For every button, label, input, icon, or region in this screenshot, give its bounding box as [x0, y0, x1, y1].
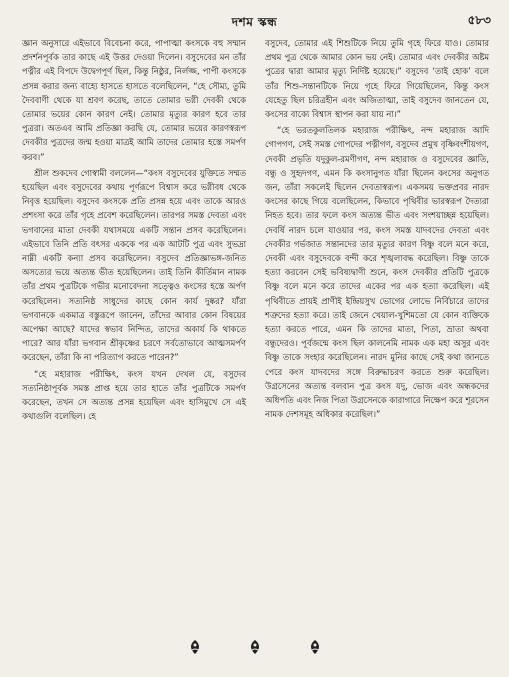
- page-number: ৫৮৩: [467, 13, 491, 27]
- paragraph: শ্রীল শুকদেব গোস্বামী বললেন—“কংস বসুদেবের যুক্তিতে সম্মত হয়েছিল এবং বসুদেবের কথায় পূর্ণরূপে বিশ্বাস করে ভগ্নীবধ থেকে নিবৃত্ত হয়েছিল। বসুদেব কংসকে প্রতি প্রসন্ন হয়ে এবং তাকে আরও প্রশংসা করে তাঁর গৃহে প্রবেশ করেছিলেন। তারপর সমস্ত দেবতা এবং ভগবানের মাতা দেবকী যথাসময়ে একটি সন্তান প্রসব করেছিলেন। এইভাবে তিনি প্রতি বৎসর এককে পর এক আটটি পুত্র এবং সুভদ্রা নাম্নী একটি কন্যা প্রসব করেছিলেন। বসুদেব প্রতিজ্ঞাভঙ্গ-জনিত অসত্যের ভয়ে অত্যন্ত ভীত হয়েছিলেন। তাই তিনি কীর্তিমান নামক তাঁর প্রথম পুত্রটিকে গভীর মনোবেদনা সত্ত্বেও কংসের হস্তে অর্পণ করেছিলেন। সত্যনিষ্ঠ সাধুদের কাছে কোন কার্য দুষ্কর? যাঁরা ভগবানকে একমাত্র বস্তুরূপে জানেন, তাঁদের আবার কোন বিষয়ের অপেক্ষা আছে? যাদের স্বভাব নিন্দিত, তাদের অকার্য কি থাকতে পারে? আর যাঁরা ভগবান শ্রীকৃষ্ণের চরণে সর্বতোভাবে আত্মসমর্পণ করেছেন, তাঁরা কি না পরিত্যাগ করতে পারেন?”: [22, 167, 246, 363]
- right-column: [265, 36, 489, 423]
- paragraph: জ্ঞান অনুসারে এইভাবে বিবেচনা করে, পাপাত্মা কংসকে বহু সম্মান প্রদর্শনপূর্বক তার কাছে এই উত্তর দেওয়া দিলেন। বসুদেবের মন তাঁর পত্নীর এই বিপদে উদ্বেগপূর্ণ ছিল, কিন্তু নিষ্ঠুর, নির্লজ্জ, পাপী কংসকে প্রসন্ন করার জন্য বাহ্যে হাসতে হাসতে বলেছিলেন, “হে সৌম্য, তুমি দৈববাণী থেকে যা শ্রবণ করেছ, তাতে তোমার ভগ্নী দেবকী থেকে তোমার ভয়ের কোন কারণ নেই। তোমার মৃত্যুর কারণ হবে তার পুত্ররা। অতএব আমি প্রতিজ্ঞা করছি যে, তোমার ভয়ের কারণস্বরূপ দেবকীর পুত্রদের জন্ম হওয়া মাত্রই আমি তাদের তোমার হস্তে সমর্পণ করব।”: [22, 38, 246, 162]
- chapter-header: দশম স্কন্ধ: [231, 15, 278, 29]
- paragraph: বসুদেব, তোমার এই শিশুটিকে নিয়ে তুমি গৃহে ফিরে যাও। তোমার প্রথম পুত্র থেকে আমার কোন ভয় নেই। তোমার এবং দেবকীর অষ্টম পুত্রের দ্বারা আমার মৃত্যু নির্দিষ্ট হয়েছে।” বসুদেব ‘তাই হোক’ বলে তাঁর শিশু-সন্তানটিকে নিয়ে গৃহে ফিরে গিয়েছিলেন, কিন্তু কংস যেহেতু ছিল চরিত্রহীন এবং অজিতাত্মা, তাই বসুদেব জানতেন যে, কংসের বাক্যে বিশ্বাস স্থাপন করা যায় না।”: [265, 38, 489, 120]
- paragraph: “হে মহারাজ পরীক্ষিৎ, কংস যখন দেখল যে, বসুদেব সত্যনিষ্ঠাপূর্বক সমস্ত প্রাপ্ত হয়ে তার হাতে তাঁর পুত্রটিকে সমর্পণ করেছেন, তখন সে অত্যন্ত প্রসন্ন হয়েছিল এবং হাসিমুখে সে এই কথাগুলি বলেছিল। হে: [22, 368, 246, 422]
- lotus-ornament-icon: [188, 639, 202, 655]
- left-column: [22, 36, 246, 425]
- lotus-ornament-icon: [248, 639, 262, 655]
- lotus-ornament-icon: [308, 639, 322, 655]
- footer-ornaments: [0, 639, 509, 655]
- paragraph: “হে ভরতকুলতিলক মহারাজ পরীক্ষিৎ, নন্দ মহারাজ আদি গোপগণ, সেই সমস্ত গোপদের পত্নীগণ, বসুদেব প্রমুখ বৃষ্ণিবংশীয়গণ, দেবকী প্রভৃতি যদুকুল-রমণীগণ, নন্দ মহারাজ ও বসুদেবের জ্ঞাতি, বন্ধু ও সুহৃদগণ, এমন কি কংসানুগত যাঁরা ছিলেন কংসের অনুগত জন, তাঁরা সকলেই ছিলেন দেবতাস্বরূপ। একসময় ভক্তপ্রবর নারদ কংসের কাছে গিয়ে বলেছিলেন, কিভাবে পৃথিবীর ভারস্বরূপ দৈত্যরা নিহত হবে। তার ফলে কংস অত্যন্ত ভীত এবং সংশয়াচ্ছন্ন হয়েছিল। দেবর্ষি নারদ চলে যাওয়ার পর, কংস সমস্ত যাদবদের দেবতা এবং দেবকীর গর্ভজাত সন্তানদের তার মৃত্যুর কারণ বিষ্ণু বলে মনে করে, দেবকী এবং বসুদেবকে বন্দী করে শৃঙ্খলাবদ্ধ করেছিল। বিষ্ণু তাকে হত্যা করবেন সেই ভবিষ্যদ্বাণী শুনে, কংস দেবকীর প্রতিটি পুত্রকে বিষ্ণু বলে মনে করে তাদের একের পর এক হত্যা করেছিল। এই পৃথিবীতে প্রায়ই প্রাণীই ইন্দ্রিয়সুখ ভোগের লোভে নির্বিচারে তাদের শত্রুদের হত্যা করে। তাই জেনে খেয়াল-খুশিমতো যে কোন ব্যক্তিকে হত্যা করতে পারে, এমন কি তাদের মাতা, পিতা, ভ্রাতা অথবা বন্ধুদেরও। পূর্বজন্মে কংস ছিল কালনেমি নামক এক মহা অসুর এবং বিষ্ণু তাকে সংহার করেছিলেন। নারদ মুনির কাছে সেই কথা জানতে পেরে কংস যাদবদের সঙ্গে বিরুদ্ধাচরণ করতে শুরু করেছিল। উগ্রসেনের অত্যন্ত বলবান পুত্র কংস যদু, ভোজ এবং অন্ধকদের অধিপতি এবং নিজ পিতা উগ্রসেনকে কারাগারে নিক্ষেপ করে শূরসেন নামক দেশসমূহ অধিকার করেছিল।”: [265, 125, 489, 420]
